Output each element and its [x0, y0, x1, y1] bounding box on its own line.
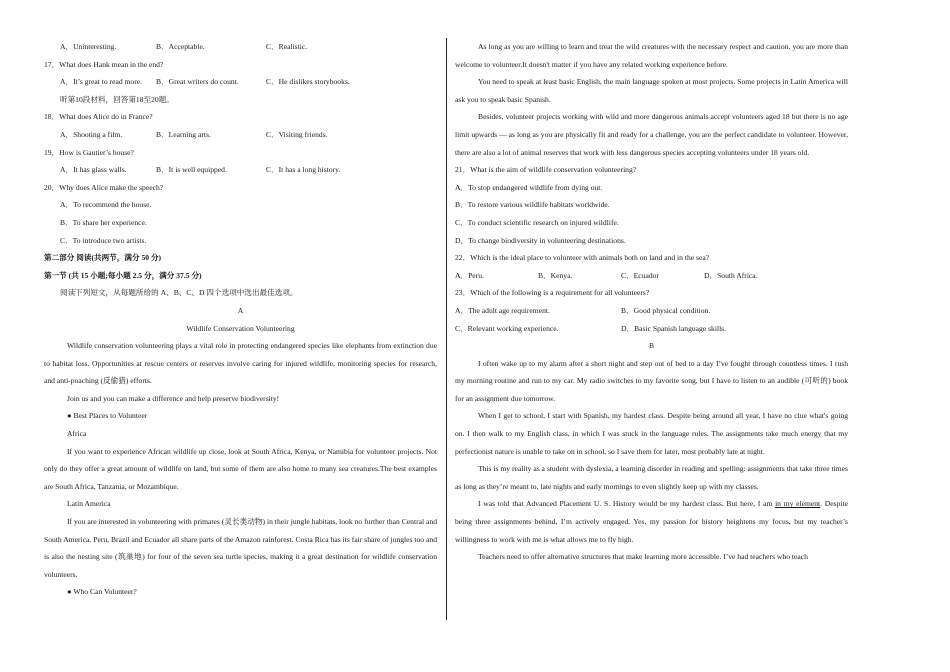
q17-option-c[interactable]: C．He dislikes storybooks. [266, 77, 350, 87]
q18-options [44, 126, 437, 144]
age-paragraph: Besides, volunteer projects working with wild and more dangerous animals accept volunteers aged 18 but there is no age limit upwards — as long as you are physically fit and ready for a challenge, you are the perfect candidate to volunteer. However, there are also a lot of animal reserves that work with less dangerous species accepting volunteers under 18 years old. [455, 112, 848, 157]
passage-a-label: A [237, 305, 244, 315]
q21-option-b[interactable]: B．To restore various wildlife habitats worldwide. [455, 200, 610, 210]
best-places-heading: ● Best Places to Volunteer [67, 411, 148, 421]
passage-a-title: Wildlife Conservation Volunteering [186, 323, 295, 333]
q23-option-d[interactable]: D．Basic Spanish language skills. [621, 323, 727, 333]
paragraph-4-start: I was told that Advanced Placement U. S. History would be my hardest class. But here, I am [478, 499, 776, 509]
q22-option-d[interactable]: D．South Africa. [704, 270, 758, 280]
passage-a-call-to-action: Join us and you can make a difference and help preserve biodiversity! [67, 393, 280, 403]
passage-b-paragraph-2: When I get to school, I start with Spanish, my hardest class. Despite being around all year, I have no clue what's going on. I then walk to my English class, in which I was stuck in the language rules. The assignments take much energy that my perfectionist nature is unable to take on in school, so I save them for later, most probably late at night. [455, 411, 848, 456]
passage-a-intro: Wildlife conservation volunteering plays a vital role in protecting endangered species like elephants from extinction due to habitat loss. Opportunities at rescue centers or reserves involve caring for injured wildlife, monitoring species for research, and anti-poaching (反偷猎) efforts. [44, 341, 437, 386]
q22-option-a[interactable]: A．Peru. [455, 270, 484, 280]
q17-options [44, 73, 437, 91]
q23-stem: 23．Which of the following is a requirement for all volunteers? [455, 288, 650, 298]
q21-option-d[interactable]: D．To change biodiversity in volunteering destinations. [455, 235, 626, 245]
willing-paragraph: As long as you are willing to learn and treat the wild creatures with the necessary respect and caution, you are more than welcome to volunteer.It doesn't matter if you have any related working experience before. [455, 42, 848, 69]
q17-option-a[interactable]: A．It’s great to read more. [60, 77, 143, 87]
q19-stem: 19．How is Gautier’s house? [44, 147, 134, 157]
q22-stem: 22．Which is the ideal place to volunteer with animals both on land and in the sea? [455, 253, 710, 263]
q19-option-b[interactable]: B．It is well equipped. [156, 165, 227, 175]
q18-option-b[interactable]: B．Learning arts. [156, 129, 211, 139]
q19-option-a[interactable]: A．It has glass walls. [60, 165, 127, 175]
q19-option-c[interactable]: C．It has a long history. [266, 165, 341, 175]
q18-option-c[interactable]: C．Visiting friends. [266, 129, 328, 139]
passage-b-paragraph-5: Teachers need to offer alternative structures that make learning more accessible. I’ve had teachers who teach [478, 552, 808, 562]
q23-option-b[interactable]: B．Good physical condition. [621, 305, 711, 315]
passage-b-paragraph-1: I often wake up to my alarm after a short night and step out of bed to a day I’ve fought through countless times. I rush my morning routine and run to my car. My radio switches to my favorite song, but I have to listen to an audible (可听的) book for an assignment due tomorrow. [455, 358, 848, 403]
underlined-phrase: in my element [775, 499, 821, 509]
q22-options [455, 267, 848, 285]
latin-america-heading: Latin America [67, 499, 111, 509]
africa-heading: Africa [67, 429, 87, 439]
q23-option-a[interactable]: A．The adult age requirement. [455, 305, 550, 315]
q21-stem: 21．What is the aim of wildlife conservation volunteering? [455, 165, 637, 175]
q23-option-c[interactable]: C．Relevant working experience. [455, 323, 559, 333]
reading-instruction: 阅读下列短文，从每题所给的 A、B、C、D 四个选项中选出最佳选项。 [60, 288, 298, 298]
language-paragraph: You need to speak at least basic English, the main language spoken at most projects. Some projects in Latin America will ask you to speak basic Spanish. [455, 77, 848, 104]
column-divider [446, 38, 447, 620]
paragraph-4-end: . Despite being three assignments behind, I’m actively engaged. Yes, my passion for history heightens my focus, but my teacher’s willingness to work with me is what allows me to fly high. [455, 499, 848, 544]
q23-options-row2 [455, 320, 848, 338]
q16-option-c[interactable]: C．Realistic. [266, 42, 308, 51]
right-column [455, 38, 848, 566]
q19-options [44, 161, 437, 179]
q20-option-b[interactable]: B．To share her experience. [60, 217, 147, 227]
passage-b-paragraph-3: This is my reality as a student with dyslexia, a learning disorder in reading and spelling: assignments that take three times as long as they’re meant to, late nights and early mornings to even slightly keep up with my classes. [455, 464, 848, 491]
section1-heading: 第一节 (共 15 小题;每小题 2.5 分，满分 37.5 分) [44, 270, 202, 280]
q20-stem: 20．Why does Alice make the speech? [44, 182, 164, 192]
who-can-volunteer-heading: ● Who Can Volunteer? [67, 587, 137, 597]
q18-option-a[interactable]: A．Shooting a film. [60, 129, 123, 139]
q22-option-b[interactable]: B．Kenya. [538, 270, 573, 280]
q17-stem: 17．What does Hank mean in the end? [44, 59, 164, 69]
q21-option-a[interactable]: A．To stop endangered wildlife from dying out. [455, 182, 603, 192]
q23-options-row1 [455, 302, 848, 320]
q22-option-c[interactable]: C．Ecuador [621, 270, 659, 280]
q18-stem: 18．What does Alice do in France? [44, 112, 153, 122]
q21-option-c[interactable]: C．To conduct scientific research on injured wildlife. [455, 217, 619, 227]
africa-text: If you want to experience African wildlife up close, look at South Africa, Kenya, or Namibia for volunteer projects. Not only do they offer a great amount of wildlife on land, but some of them are also home to many sea creatures.The best examples are South Africa, Tanzania, or Mozambique. [44, 446, 437, 491]
q20-option-a[interactable]: A．To recommend the house. [60, 200, 152, 210]
part2-heading: 第二部分 阅读(共两节，满分 50 分) [44, 253, 162, 263]
q16-option-a[interactable]: A．Uninteresting. [60, 42, 117, 51]
q16-option-b[interactable]: B．Acceptable. [156, 42, 205, 51]
latin-america-text: If you are interested in volunteering with primates (灵长类动物) in their jungle habitats, look no further than Central and South America. Peru, Brazil and Ecuador all share parts of the Amazon rainforest. Costa Rica has its fair share of jungles too and is also the nesting site (筑巢地) for four of the seven sea turtle species, making it a great destination for wildlife conservation volunteers. [44, 517, 437, 579]
passage-b-paragraph-4 [455, 495, 848, 548]
q17-option-b[interactable]: B．Great writers do count. [156, 77, 239, 87]
q16-options [44, 38, 437, 56]
left-column [44, 38, 437, 601]
q20-option-c[interactable]: C．To introduce two artists. [60, 235, 147, 245]
listening-instruction: 听第10段材料，回答第18至20题。 [60, 94, 174, 104]
passage-b-label: B [648, 341, 655, 351]
